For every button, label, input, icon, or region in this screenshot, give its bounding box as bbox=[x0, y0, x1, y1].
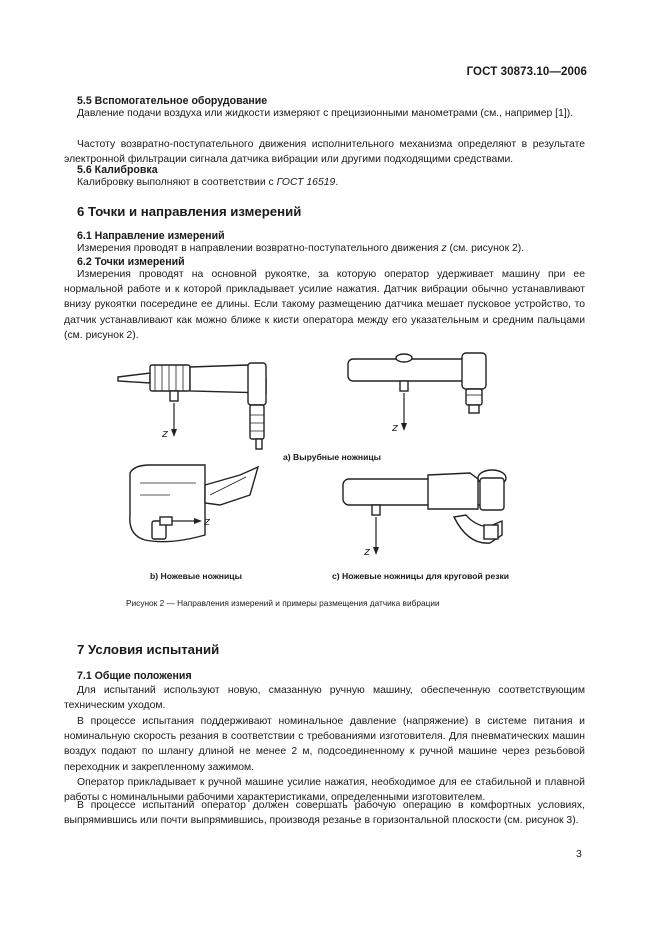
axis-z-label-a2: z bbox=[392, 421, 398, 434]
axis-z-label-b: z bbox=[204, 515, 210, 528]
document-header: ГОСТ 30873.10—2006 bbox=[466, 66, 587, 78]
section-5-5-title: 5.5 Вспомогательное оборудование bbox=[77, 95, 268, 107]
section-7-1-paragraph-3: Оператор прикладывает к ручной машине усилие нажатия, необходимое для ее стабильной и плавной работы с номинальными рабочими характеристиками, определенными изготовителем. bbox=[64, 777, 585, 804]
page-number: 3 bbox=[576, 848, 582, 860]
section-5-6-paragraph: Калибровку выполняют в соответствии с ГОСТ 16519. bbox=[77, 177, 339, 188]
section-7-1-paragraph-2: В процессе испытания поддерживают номинальное давление (напряжение) в системе питания и номинальную скорость резания в соответствии с требованиями изготовителя. Для пневматических машин воздух подают по шлангу длиной не менее 2 м, подсоединенному к ручной машине через резьбовой переходник и закрепленному зажимом. bbox=[64, 716, 585, 773]
section-7-title: 7 Условия испытаний bbox=[77, 642, 220, 657]
figure-2-caption: Рисунок 2 — Направления измерений и примеры размещения датчика вибрации bbox=[126, 598, 440, 608]
section-7-1-paragraph-4: В процессе испытаний оператор должен совершать рабочую операцию в комфортных условиях, выпрямившись или почти выпрямившись, производя резанье в горизонтальной плоскости (см. рисунок 3). bbox=[64, 800, 585, 827]
section-5-5-paragraph-2: Частоту возвратно-поступательного движения исполнительного механизма определяют в результате электронной фильтрации сигнала датчика вибрации или другими подходящими средствами. bbox=[64, 139, 585, 166]
section-5-6-title: 5.6 Калибровка bbox=[77, 164, 158, 176]
section-7-1-paragraph-1: Для испытаний используют новую, смазанную ручную машину, обеспеченную соответствующим техническим уходом. bbox=[64, 685, 585, 712]
section-7-1-title: 7.1 Общие положения bbox=[77, 670, 192, 682]
section-6-1-paragraph: Измерения проводят в направлении возвратно-поступательного движения z (см. рисунок 2). bbox=[77, 243, 525, 254]
tool-c-drawing bbox=[343, 470, 506, 558]
section-6-1-title: 6.1 Направление измерений bbox=[77, 230, 225, 242]
axis-z-label-a1: z bbox=[162, 427, 168, 440]
section-6-2-paragraph: Измерения проводят на основной рукоятке, за которую оператор удерживает машину при ее нормальной работе и к которой прикладывает усилие нажатия. Датчик вибрации обычно устанавливают внизу рукоятки посередине ее длины. Если такому размещению датчика мешает пусковое устройство, то датчик устанавливают как можно ближе к кисти оператора между его указательным и средним пальцами (см. рисунок 2). bbox=[64, 269, 585, 341]
section-6-2-title: 6.2 Точки измерений bbox=[77, 256, 185, 268]
tool-a-right-drawing bbox=[348, 353, 486, 434]
standard-reference: ГОСТ 16519 bbox=[276, 177, 336, 188]
tool-a-left-drawing bbox=[118, 363, 266, 449]
figure-2-label-c: с) Ножевые ножницы для круговой резки bbox=[332, 571, 510, 581]
section-6-title: 6 Точки и направления измерений bbox=[77, 204, 302, 219]
section-5-5-paragraph-1: Давление подачи воздуха или жидкости измеряют с прецизионными манометрами (см., например [1]). bbox=[77, 108, 574, 119]
figure-2-label-b: b) Ножевые ножницы bbox=[150, 571, 242, 581]
axis-z-label-c: z bbox=[364, 545, 370, 558]
figure-2-label-a: а) Вырубные ножницы bbox=[283, 452, 382, 462]
tool-b-drawing bbox=[130, 465, 258, 542]
